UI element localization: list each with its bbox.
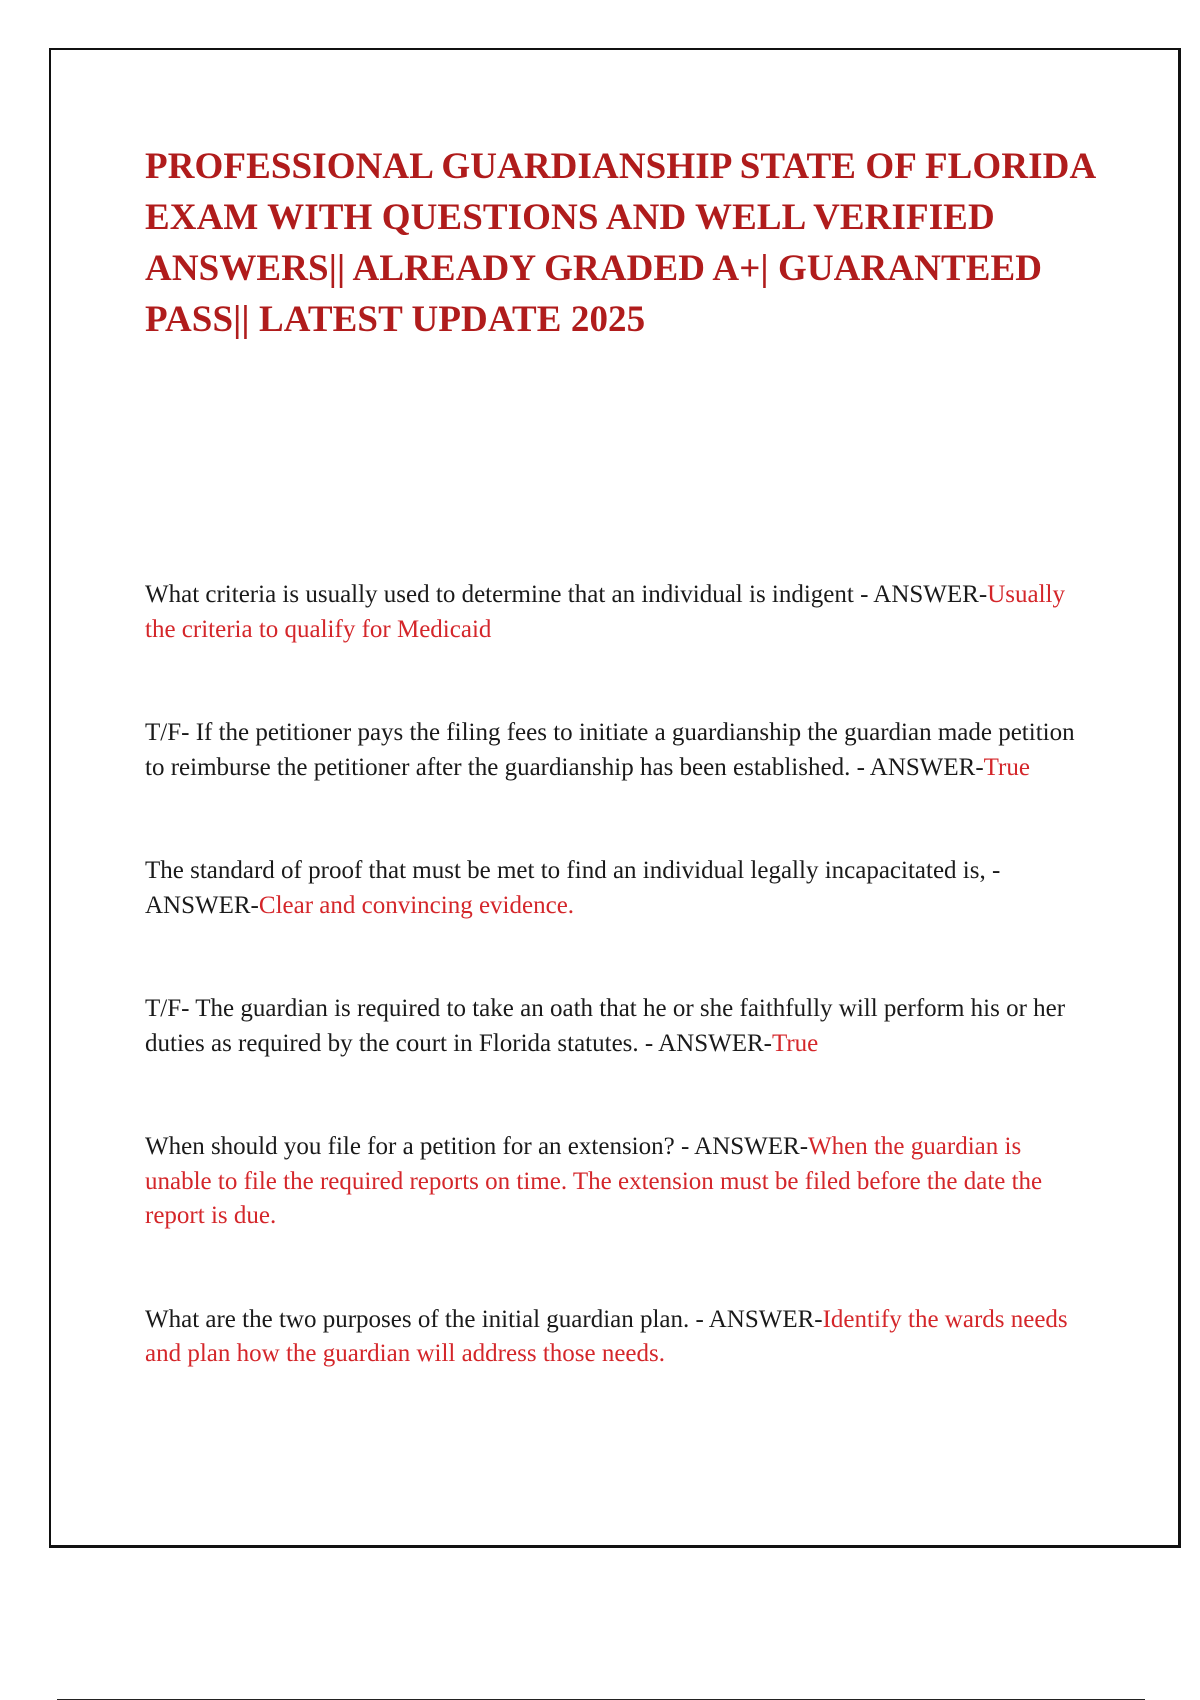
answer-text: Usually the criteria to qualify for Medicaid (145, 581, 1065, 643)
answer-text: Clear and convincing evidence. (258, 891, 575, 919)
question-text: The standard of proof that must be met to find an individual legally incapacitated is, - ANSWER- (145, 857, 1001, 919)
qa-item (145, 854, 1080, 923)
qa-item (145, 716, 1080, 785)
qa-list (145, 578, 1080, 1372)
question-text: What are the two purposes of the initial guardian plan. - ANSWER- (145, 1305, 823, 1333)
answer-text: True (983, 753, 1030, 781)
qa-item (145, 992, 1080, 1061)
question-text: T/F- The guardian is required to take an oath that he or she faithfully will perform his or her duties as required by the court in Florida statutes. - ANSWER- (145, 995, 1066, 1057)
question-text: What criteria is usually used to determine that an individual is indigent - ANSWER- (145, 581, 988, 608)
document-title: PROFESSIONAL GUARDIANSHIP STATE OF FLORIDA EXAM WITH QUESTIONS AND WELL VERIFIED ANSWERS|| ALREADY GRADED A+| GUARANTEED PASS|| LATEST UPDATE 2025 (145, 146, 1095, 340)
qa-item (145, 578, 1080, 647)
qa-item (145, 1303, 1080, 1372)
question-text: When should you file for a petition for an extension? - ANSWER- (145, 1133, 809, 1160)
answer-text: Identify the wards needs and plan how the guardian will address those needs. (145, 1305, 1068, 1367)
answer-text: True (771, 1029, 819, 1057)
qa-item (145, 1130, 1080, 1234)
question-text: T/F- If the petitioner pays the filing fees to initiate a guardianship the guardian made petition to reimburse the petitioner after the guardianship has been established. - ANSWER- (145, 719, 1075, 781)
answer-text: When the guardian is unable to file the required reports on time. The extension must be filed before the date the report is due. (145, 1133, 1043, 1229)
